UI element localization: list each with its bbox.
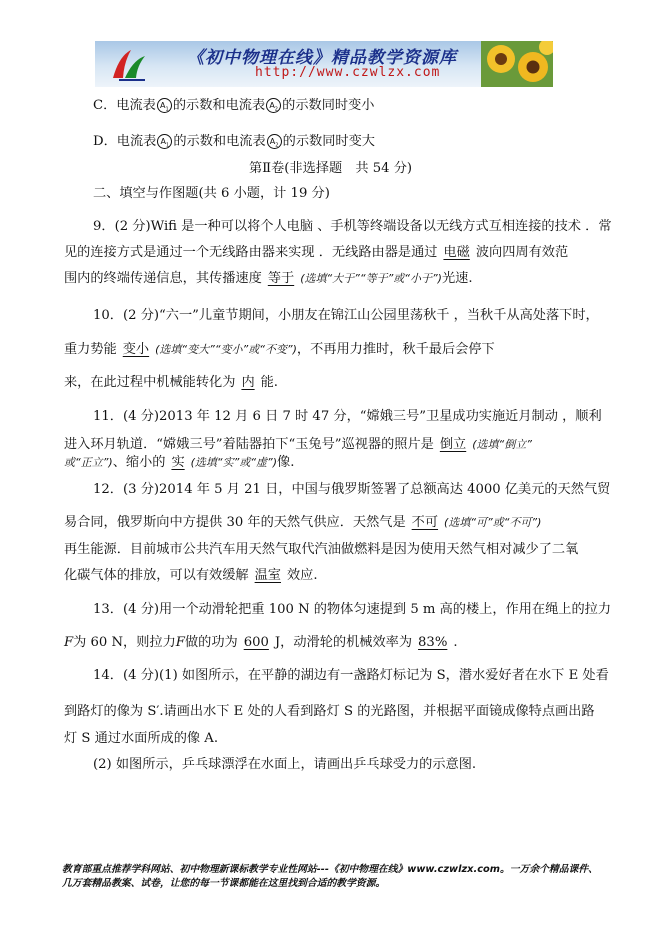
q11-answer-2: 实 bbox=[171, 455, 185, 470]
q11-line-2: 进入环月轨道．“嫦娥三号”着陆器拍下“玉兔号”巡视器的照片是 倒立 (选填“倒立” bbox=[64, 437, 532, 452]
q10-line-1: 10．(2 分)“六一”儿童节期间，小朋友在锦江山公园里荡秋千 ，当秋千从高处落下时， bbox=[93, 308, 599, 323]
q13-answer-1: 600 bbox=[243, 635, 269, 650]
q11-answer-1: 倒立 bbox=[439, 437, 467, 452]
section-heading: 二、填空与作图题(共 6 小题，计 19 分) bbox=[93, 186, 330, 201]
q12-line-2: 易合同，俄罗斯向中方提供 30 年的天然气供应．天然气是 不可 (选填“可”或“不可”) bbox=[64, 515, 542, 530]
q10-answer-1: 变小 bbox=[122, 342, 150, 357]
q13-line-1: 13．(4 分)用一个动滑轮把重 100 N 的物体匀速提到 5 m 高的楼上，作用在绳上的拉力 bbox=[93, 602, 612, 617]
q13-line-2: F为 60 N，则拉力F做的功为 600 J，动滑轮的机械效率为 83% . bbox=[64, 635, 458, 650]
ammeter-a1-icon: $A_1$ bbox=[157, 98, 172, 113]
q14-line-4: (2) 如图所示，乒乓球漂浮在水面上，请画出乒乓球受力的示意图. bbox=[93, 757, 477, 772]
q12-answer-1: 不可 bbox=[411, 515, 439, 530]
footer-line-2: 几万套精品教案、试卷，让您的每一节课都能在这里找到合适的教学资源。 bbox=[62, 878, 386, 889]
q14-line-2: 到路灯的像为 S′.请画出水下 E 处的人看到路灯 S 的光路图，并根据平面镜成像特点画出路 bbox=[64, 704, 595, 719]
q12-line-4: 化碳气体的排放，可以有效缓解 温室 效应. bbox=[64, 568, 318, 583]
q10-line-3: 来，在此过程中机械能转化为 内 能. bbox=[64, 375, 279, 390]
q14-line-3: 灯 S 通过水面所成的像 A. bbox=[64, 731, 219, 746]
ammeter-a2-icon: $A_2$ bbox=[267, 134, 282, 149]
q9-line-1: 9．(2 分)Wifi 是一种可以将个人电脑 、手机等终端设备以无线方式互相连接的技术 ．常 bbox=[93, 219, 612, 234]
q12-answer-2: 温室 bbox=[254, 568, 281, 583]
q12-line-3: 再生能源．目前城市公共汽车用天然气取代汽油做燃料是因为使用天然气相对减少了二氧 bbox=[64, 542, 579, 557]
q11-line-1: 11．(4 分)2013 年 12 月 6 日 7 时 47 分，“嫦娥三号”卫星成功实施近月制动 ，顺利 bbox=[93, 409, 602, 424]
q13-answer-2: 83% bbox=[418, 635, 448, 650]
site-url[interactable]: http://www.czwlzx.com bbox=[255, 65, 441, 80]
section-title: 第Ⅱ卷(非选择题 共 54 分) bbox=[248, 161, 413, 176]
ammeter-a2-icon: $A_2$ bbox=[266, 98, 281, 113]
header-banner bbox=[95, 41, 553, 87]
q9-line-3: 围内的终端传递信息，其传播速度 等于 (选填“大于”“等于”或“小于”)光速. bbox=[64, 271, 473, 286]
footer-line-1: 教育部重点推荐学科网站、初中物理新课标教学专业性网站---《初中物理在线》www.czwlzx.com。一万余个精品课件、 bbox=[62, 864, 598, 875]
q9-line-2: 见的连接方式是通过一个无线路由器来实现 ．无线路由器是通过 电磁 波向四周有效范 bbox=[64, 245, 569, 260]
site-logo-icon bbox=[109, 46, 149, 82]
q12-line-1: 12．(3 分)2014 年 5 月 21 日，中国与俄罗斯签署了总额高达 4000 亿美元的天然气贸 bbox=[93, 482, 611, 497]
ammeter-a1-icon: $A_1$ bbox=[157, 134, 172, 149]
q11-line-3: 或“正立”)、缩小的 实 (选填“实”或“虚”)像. bbox=[64, 455, 295, 470]
option-c: C．电流表 $A_1$ 的示数和电流表 $A_2$ 的示数同时变小 bbox=[93, 98, 375, 113]
q10-line-2: 重力势能 变小 (选填“变大”“变小”或“不变”)，不再用力推时，秋千最后会停下 bbox=[64, 342, 495, 357]
q9-answer-1: 电磁 bbox=[443, 245, 470, 260]
q10-answer-2: 内 bbox=[241, 375, 255, 390]
sunflower-image bbox=[481, 41, 553, 87]
q14-line-1: 14．(4 分)(1) 如图所示，在平静的湖边有一盏路灯标记为 S，潜水爱好者在水下 E 处看 bbox=[93, 668, 609, 683]
option-d: D．电流表 $A_1$ 的示数和电流表 $A_2$ 的示数同时变大 bbox=[93, 134, 375, 149]
q9-answer-2: 等于 bbox=[267, 271, 295, 286]
site-title: 《初中物理在线》精品教学资源库 bbox=[187, 48, 457, 68]
